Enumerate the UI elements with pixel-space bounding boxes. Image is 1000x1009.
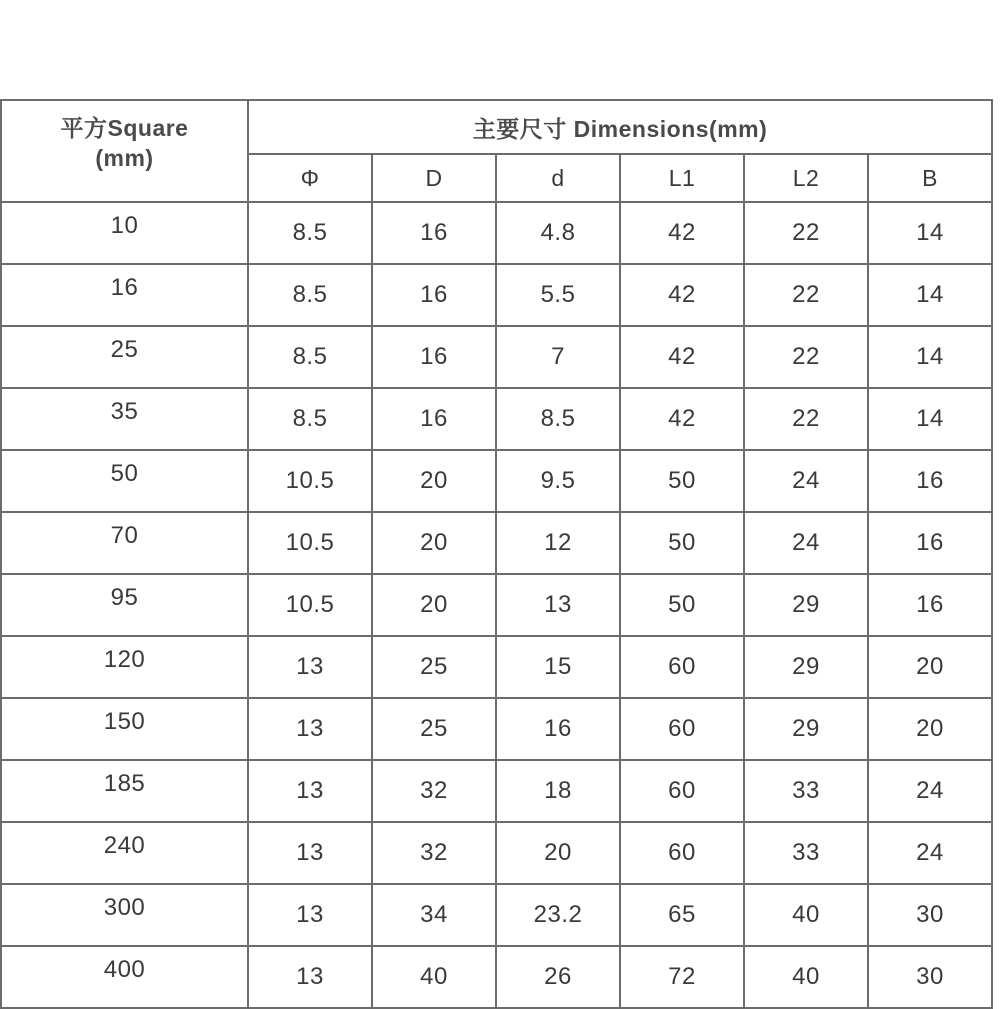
square-cell: 150 — [1, 698, 248, 760]
d-cell: 20 — [496, 822, 620, 884]
square-cell: 300 — [1, 884, 248, 946]
L1-cell: 42 — [620, 264, 744, 326]
square-cell: 70 — [1, 512, 248, 574]
phi-cell: 10.5 — [248, 450, 372, 512]
L2-cell: 22 — [744, 388, 868, 450]
L2-cell: 22 — [744, 264, 868, 326]
square-cell: 400 — [1, 946, 248, 1008]
table-row — [1, 636, 992, 698]
D-cell: 32 — [372, 760, 496, 822]
B-cell: 20 — [868, 636, 992, 698]
table-row — [1, 946, 992, 1008]
square-header — [1, 100, 248, 202]
D-cell: 25 — [372, 636, 496, 698]
dimensions-table — [0, 99, 993, 1009]
phi-cell: 10.5 — [248, 512, 372, 574]
L2-cell: 33 — [744, 822, 868, 884]
D-cell: 20 — [372, 450, 496, 512]
square-cell: 25 — [1, 326, 248, 388]
d-cell: 18 — [496, 760, 620, 822]
table-row — [1, 450, 992, 512]
phi-cell: 8.5 — [248, 202, 372, 264]
table-row — [1, 202, 992, 264]
phi-cell: 8.5 — [248, 264, 372, 326]
square-cell: 95 — [1, 574, 248, 636]
square-cell: 10 — [1, 202, 248, 264]
L2-cell: 22 — [744, 326, 868, 388]
phi-cell: 13 — [248, 698, 372, 760]
D-cell: 34 — [372, 884, 496, 946]
L2-cell: 29 — [744, 698, 868, 760]
L1-cell: 60 — [620, 822, 744, 884]
phi-cell: 13 — [248, 946, 372, 1008]
table-row — [1, 760, 992, 822]
D-cell: 20 — [372, 512, 496, 574]
square-cell: 16 — [1, 264, 248, 326]
column-header-B: B — [868, 154, 992, 202]
square-cell: 35 — [1, 388, 248, 450]
d-cell: 9.5 — [496, 450, 620, 512]
table-row — [1, 698, 992, 760]
column-header-L1: L1 — [620, 154, 744, 202]
table-row — [1, 574, 992, 636]
B-cell: 16 — [868, 574, 992, 636]
phi-cell: 13 — [248, 636, 372, 698]
L1-cell: 50 — [620, 450, 744, 512]
square-cell: 50 — [1, 450, 248, 512]
square-header-unit: (mm) — [95, 145, 154, 171]
column-header-d: d — [496, 154, 620, 202]
table-row — [1, 264, 992, 326]
square-cell: 240 — [1, 822, 248, 884]
d-cell: 12 — [496, 512, 620, 574]
L1-cell: 72 — [620, 946, 744, 1008]
L1-cell: 60 — [620, 636, 744, 698]
table-row — [1, 884, 992, 946]
B-cell: 16 — [868, 450, 992, 512]
table-header — [1, 100, 992, 202]
phi-cell: 10.5 — [248, 574, 372, 636]
phi-cell: 8.5 — [248, 326, 372, 388]
phi-cell: 8.5 — [248, 388, 372, 450]
d-cell: 23.2 — [496, 884, 620, 946]
B-cell: 14 — [868, 388, 992, 450]
square-cell: 120 — [1, 636, 248, 698]
L1-cell: 42 — [620, 202, 744, 264]
column-header-D: D — [372, 154, 496, 202]
D-cell: 20 — [372, 574, 496, 636]
square-header-label: 平方Square — [60, 115, 189, 141]
L2-cell: 22 — [744, 202, 868, 264]
B-cell: 24 — [868, 760, 992, 822]
L1-cell: 60 — [620, 760, 744, 822]
column-header-L2: L2 — [744, 154, 868, 202]
L1-cell: 42 — [620, 326, 744, 388]
L2-cell: 24 — [744, 512, 868, 574]
dimensions-header: 主要尺寸 Dimensions(mm) — [248, 100, 992, 154]
phi-cell: 13 — [248, 884, 372, 946]
table-row — [1, 822, 992, 884]
phi-cell: 13 — [248, 822, 372, 884]
table-row — [1, 388, 992, 450]
d-cell: 5.5 — [496, 264, 620, 326]
phi-cell: 13 — [248, 760, 372, 822]
d-cell: 16 — [496, 698, 620, 760]
D-cell: 16 — [372, 202, 496, 264]
D-cell: 32 — [372, 822, 496, 884]
D-cell: 40 — [372, 946, 496, 1008]
B-cell: 20 — [868, 698, 992, 760]
square-cell: 185 — [1, 760, 248, 822]
table-body — [1, 202, 992, 1008]
D-cell: 16 — [372, 388, 496, 450]
D-cell: 16 — [372, 264, 496, 326]
table-row — [1, 326, 992, 388]
D-cell: 16 — [372, 326, 496, 388]
d-cell: 4.8 — [496, 202, 620, 264]
L2-cell: 40 — [744, 884, 868, 946]
L2-cell: 24 — [744, 450, 868, 512]
d-cell: 7 — [496, 326, 620, 388]
L2-cell: 33 — [744, 760, 868, 822]
B-cell: 14 — [868, 202, 992, 264]
B-cell: 24 — [868, 822, 992, 884]
B-cell: 14 — [868, 264, 992, 326]
L1-cell: 50 — [620, 574, 744, 636]
d-cell: 8.5 — [496, 388, 620, 450]
L1-cell: 50 — [620, 512, 744, 574]
L1-cell: 65 — [620, 884, 744, 946]
column-header-phi: Φ — [248, 154, 372, 202]
L2-cell: 29 — [744, 636, 868, 698]
B-cell: 30 — [868, 884, 992, 946]
L2-cell: 40 — [744, 946, 868, 1008]
D-cell: 25 — [372, 698, 496, 760]
d-cell: 26 — [496, 946, 620, 1008]
L1-cell: 42 — [620, 388, 744, 450]
B-cell: 14 — [868, 326, 992, 388]
L1-cell: 60 — [620, 698, 744, 760]
table-row — [1, 512, 992, 574]
L2-cell: 29 — [744, 574, 868, 636]
d-cell: 13 — [496, 574, 620, 636]
B-cell: 30 — [868, 946, 992, 1008]
d-cell: 15 — [496, 636, 620, 698]
B-cell: 16 — [868, 512, 992, 574]
